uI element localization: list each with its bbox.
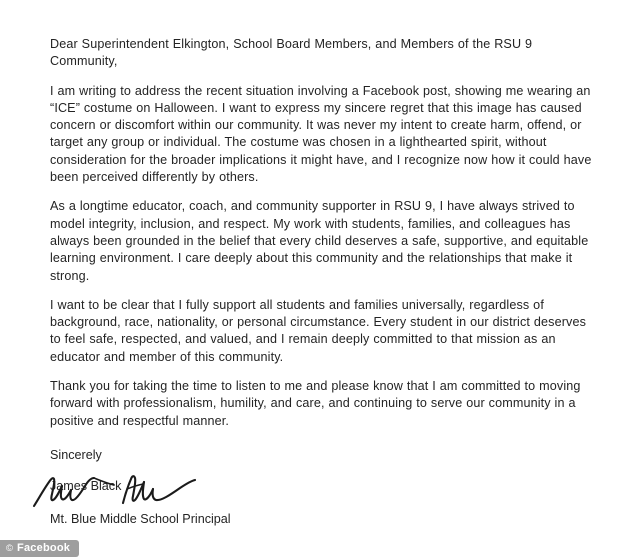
letter-paragraph-3: I want to be clear that I fully support all students and families universally, regardless of background, race, nationality, or personal circumstance. Every student in our district deserves to feel safe, respected, and valued, and I remain deeply committed to that mission as an educator and member of this community. (50, 297, 586, 364)
signature-image (28, 470, 228, 512)
signer-title: Mt. Blue Middle School Principal (50, 512, 231, 526)
facebook-watermark-badge (0, 540, 79, 557)
signer-name: James Black (50, 479, 122, 494)
letter-body (50, 36, 600, 496)
watermark-label: Facebook (17, 542, 71, 554)
letter-paragraph-2: As a longtime educator, coach, and community supporter in RSU 9, I have always strived to model integrity, inclusion, and respect. My work with students, families, and colleagues has always been grounded in the belief that every child deserves a safe, supportive, and equitable learning environment. I care deeply about this community and the relationships that make it strong. (50, 199, 589, 283)
letter-paragraph-4: Thank you for taking the time to listen to me and please know that I am committed to moving forward with professionalism, humility, and care, and continuing to serve our community in a positive and respectful manner. (50, 379, 581, 428)
letter-salutation: Dear Superintendent Elkington, School Board Members, and Members of the RSU 9 Community, (50, 37, 533, 69)
letter-paragraph-1: I am writing to address the recent situation involving a Facebook post, showing me wearing an “ICE” costume on Halloween. I want to express my sincere regret that this image has caused concern or discomfort within our community. It was never my intent to create harm, offend, or target any group or individual. The costume was chosen in a lighthearted spirit, without consideration for the broader implications it might have, and I recognize now how it could have been perceived differently by others. (50, 83, 592, 185)
letter-closing: Sincerely (50, 447, 102, 462)
copyright-icon: © (6, 542, 13, 554)
